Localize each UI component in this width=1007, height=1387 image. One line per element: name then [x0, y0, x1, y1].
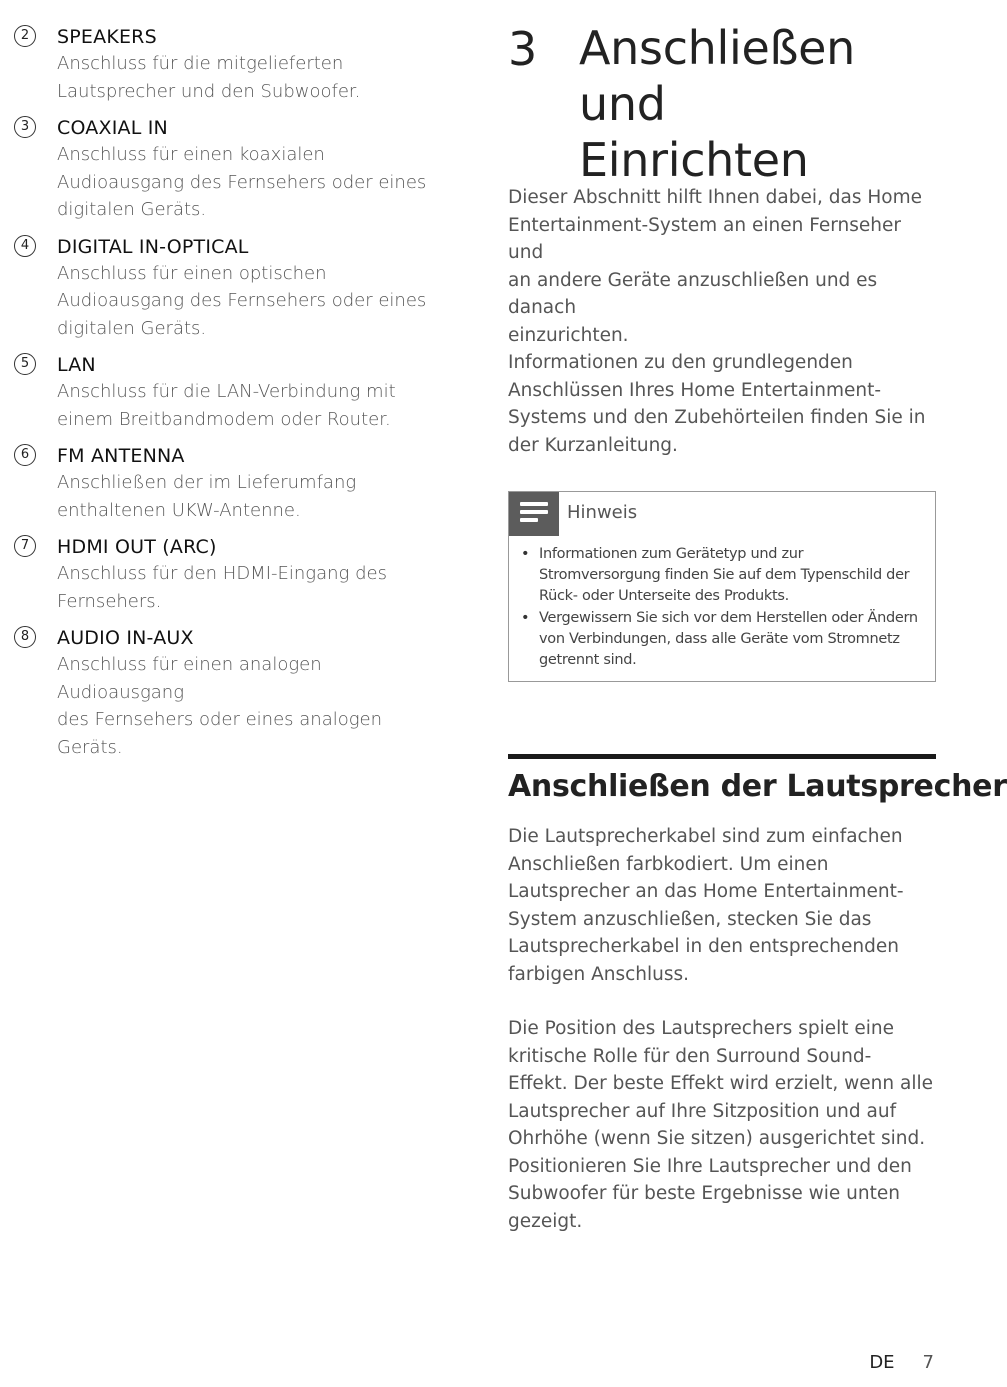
item-title: HDMI OUT (ARC): [57, 536, 217, 558]
text-line: gezeigt.: [508, 1210, 583, 1232]
text-line: Dieser Abschnitt hilft Ihnen dabei, das Home: [508, 187, 923, 208]
desc-line: Audioausgang des Fernsehers oder eines: [57, 290, 427, 311]
item-number: 7: [14, 535, 36, 557]
note-line: • Informationen zum Gerätetyp und zur: [539, 546, 804, 562]
item-number: 3: [14, 116, 36, 138]
item-number: 4: [14, 235, 36, 257]
desc-line: Anschluss für die LAN-Verbindung mit: [57, 381, 396, 402]
item-title: LAN: [57, 354, 96, 376]
note-line: Rück- oder Unterseite des Produkts.: [539, 588, 789, 605]
page-number: 7: [922, 1352, 934, 1373]
item-number: 2: [14, 25, 36, 47]
list-item: [14, 234, 454, 343]
desc-line: digitalen Geräts.: [57, 317, 207, 339]
desc-line: digitalen Geräts.: [57, 199, 207, 220]
desc-line: des Fernsehers oder eines analogen: [57, 709, 383, 730]
item-number: 8: [14, 626, 36, 648]
list-item: [14, 443, 454, 524]
item-number: 5: [14, 353, 36, 375]
desc-line: enthaltenen UKW-Antenne.: [57, 499, 301, 521]
text-line: Lautsprecherkabel in den entsprechenden: [508, 936, 899, 958]
text-line: Lautsprecher auf Ihre Sitzposition und auf: [508, 1100, 897, 1122]
desc-line: Anschluss für einen analogen Audioausgang: [57, 654, 322, 703]
note-item: [539, 544, 925, 608]
note-line: von Verbindungen, dass alle Geräte vom Stromnetz: [539, 630, 900, 647]
intro-paragraph: [508, 184, 936, 459]
section-paragraph: [508, 823, 936, 988]
chapter-title-line: Einrichten: [579, 133, 809, 187]
desc-line: Anschluss für die mitgelieferten: [57, 53, 344, 74]
desc-line: Geräts.: [57, 736, 123, 758]
list-item: [14, 24, 454, 105]
right-column: [508, 20, 1007, 1235]
text-line: Positionieren Sie Ihre Lautsprecher und den: [508, 1155, 912, 1177]
chapter-title-line: Anschließen und: [579, 21, 856, 131]
section-title: Anschließen der Lautsprecher: [508, 769, 1007, 805]
list-item: [14, 115, 454, 224]
note-line: getrennt sind.: [539, 652, 637, 669]
text-line: Informationen zu den grundlegenden: [508, 352, 853, 373]
connector-list: [14, 24, 454, 771]
item-description: [57, 469, 454, 524]
text-line: Anschlüssen Ihres Home Entertainment-: [508, 379, 882, 401]
note-line: Stromversorgung finden Sie auf dem Typenschild der: [539, 567, 910, 584]
text-line: an andere Geräte anzuschließen und es danach: [508, 269, 878, 318]
section-paragraph: [508, 1015, 936, 1235]
text-line: Subwoofer für beste Ergebnisse wie unten: [508, 1183, 900, 1205]
chapter-number: 3: [508, 22, 538, 76]
desc-line: einem Breitbandmodem oder Router.: [57, 408, 391, 430]
text-line: Systems und den Zubehörteilen finden Sie in: [508, 407, 926, 428]
text-line: kritische Rolle für den Surround Sound-: [508, 1045, 872, 1067]
text-line: System anzuschließen, stecken Sie das: [508, 908, 872, 930]
chapter-title: [579, 20, 939, 188]
desc-line: Audioausgang des Fernsehers oder eines: [57, 171, 427, 193]
note-header: [509, 492, 935, 536]
text-line: Die Position des Lautsprechers spielt eine: [508, 1018, 894, 1040]
item-description: [57, 560, 454, 615]
text-line: Ohrhöhe (wenn Sie sitzen) ausgerichtet sind.: [508, 1128, 926, 1150]
item-title: COAXIAL IN: [57, 117, 168, 139]
desc-line: Anschluss für einen koaxialen: [57, 144, 325, 165]
note-line: • Vergewissern Sie sich vor dem Herstellen oder Ändern: [539, 609, 918, 626]
text-line: Lautsprecher an das Home Entertainment-: [508, 881, 904, 903]
item-title: FM ANTENNA: [57, 445, 185, 467]
note-list: [509, 544, 935, 671]
text-line: farbigen Anschluss.: [508, 963, 690, 985]
desc-line: Anschluss für einen optischen: [57, 262, 327, 284]
note-item: [539, 608, 925, 672]
text-line: einzurichten.: [508, 324, 629, 346]
text-line: der Kurzanleitung.: [508, 434, 678, 456]
item-description: [57, 141, 454, 224]
text-line: Anschließen farbkodiert. Um einen: [508, 853, 829, 875]
item-title: DIGITAL IN-OPTICAL: [57, 235, 249, 258]
desc-line: Lautsprecher und den Subwoofer.: [57, 80, 361, 102]
item-description: [57, 651, 454, 761]
item-description: [57, 260, 454, 343]
note-label: Hinweis: [567, 502, 638, 523]
list-item: [14, 352, 454, 433]
list-item: [14, 625, 454, 761]
desc-line: Anschluss für den HDMI-Eingang des: [57, 563, 387, 584]
page-footer: [869, 1352, 934, 1373]
chapter-heading: [508, 20, 936, 187]
desc-line: Anschließen der im Lieferumfang: [57, 472, 357, 493]
note-lines-icon: [509, 492, 559, 536]
item-title: AUDIO IN-AUX: [57, 627, 194, 649]
list-item: [14, 534, 454, 615]
text-line: Entertainment-System an einen Fernseher und: [508, 214, 901, 263]
section-divider: [508, 754, 936, 759]
item-description: [57, 50, 454, 105]
language-code: DE: [869, 1352, 895, 1373]
item-number: 6: [14, 444, 36, 466]
text-line: Die Lautsprecherkabel sind zum einfachen: [508, 826, 903, 848]
desc-line: Fernsehers.: [57, 590, 162, 612]
item-description: [57, 378, 454, 433]
note-box: [508, 491, 936, 682]
text-line: Effekt. Der beste Effekt wird erzielt, wenn alle: [508, 1073, 933, 1095]
item-title: SPEAKERS: [57, 26, 157, 48]
